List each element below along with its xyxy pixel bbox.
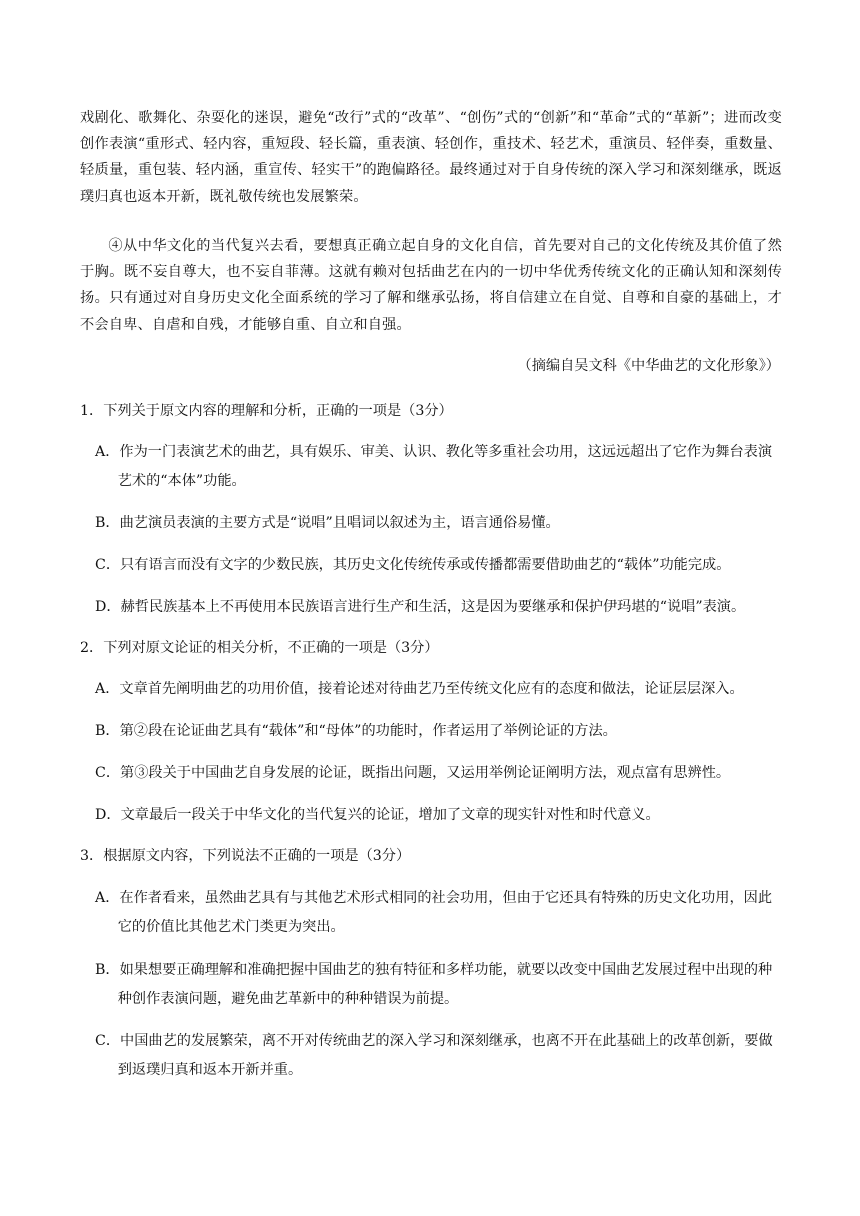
question-1-stem: 1．下列关于原文内容的理解和分析，正确的一项是（3分） (80, 403, 453, 419)
passage-paragraph-4: ④从中华文化的当代复兴去看，要想真正确立起自身的文化自信，首先要对自己的文化传统及其价值了然于胸。既不妄自尊大，也不妄自菲薄。这就有赖对包括曲艺在内的一切中华优秀传统文化的正确认知和深刻传扬。只有通过对自身历史文化全面系统的学习了解和继承弘扬，将自信建立在自觉、自尊和自豪的基础上，才不会自卑、自虐和自残，才能够自重、自立和自强。 (80, 238, 782, 333)
option-text: A．在作者看来，虽然曲艺具有与其他艺术形式相同的社会功用，但由于它还具有特殊的历史文化功用，因此它的价值比其他艺术门类更为突出。 (95, 890, 773, 935)
option-text: D．文章最后一段关于中华文化的当代复兴的论证，增加了文章的现实针对性和时代意义。 (95, 807, 660, 823)
question-2-option-a[interactable] (95, 675, 785, 704)
question-3-option-c[interactable] (95, 1027, 785, 1085)
question-1-option-b[interactable] (95, 509, 785, 538)
option-text: B．第②段在论证曲艺具有“载体”和“母体”的功能时，作者运用了举例论证的方法。 (95, 723, 617, 739)
option-text: B．如果想要正确理解和准确把握中国曲艺的独有特征和多样功能，就要以改变中国曲艺发展过程中出现的种种创作表演问题，避免曲艺革新中的种种错误为前提。 (95, 962, 773, 1007)
question-3-stem: 3．根据原文内容，下列说法不正确的一项是（3分） (80, 848, 411, 864)
option-text: B．曲艺演员表演的主要方式是“说唱”且唱词以叙述为主，语言通俗易懂。 (95, 515, 560, 531)
option-text: C．只有语言而没有文字的少数民族，其历史文化传统传承或传播都需要借助曲艺的“载体”功能完成。 (95, 557, 731, 573)
question-3-option-a[interactable] (95, 884, 785, 942)
option-text: A．作为一门表演艺术的曲艺，具有娱乐、审美、认识、教化等多重社会功用，这远远超出了它作为舞台表演艺术的“本体”功能。 (95, 444, 773, 489)
question-2-option-c[interactable] (95, 759, 785, 788)
source-citation: （摘编自吴文科《中华曲艺的文化形象》） (517, 358, 780, 374)
option-text: C．第③段关于中国曲艺自身发展的论证，既指出问题，又运用举例论证阐明方法，观点富有思辨性。 (95, 765, 731, 781)
question-1-option-d[interactable] (95, 593, 785, 622)
option-text: C．中国曲艺的发展繁荣，离不开对传统曲艺的深入学习和深刻继承，也离不开在此基础上的改革创新，要做到返璞归真和返本开新并重。 (95, 1033, 773, 1078)
question-1-option-c[interactable] (95, 551, 785, 580)
option-text: D．赫哲民族基本上不再使用本民族语言进行生产和生活，这是因为要继承和保护伊玛堪的“说唱”表演。 (95, 599, 746, 615)
question-3-option-b[interactable] (95, 956, 785, 1014)
question-1-option-a[interactable] (95, 438, 785, 496)
question-2-option-b[interactable] (95, 717, 785, 746)
question-2-option-d[interactable] (95, 801, 785, 830)
option-text: A．文章首先阐明曲艺的功用价值，接着论述对待曲艺乃至传统文化应有的态度和做法，论证层层深入。 (95, 681, 744, 697)
question-2-stem: 2．下列对原文论证的相关分析，不正确的一项是（3分） (80, 640, 439, 656)
passage-paragraph-continued: 戏剧化、歌舞化、杂耍化的迷误，避免“改行”式的“改革”、“创伤”式的“创新”和“革命”式的“革新”；进而改变创作表演“重形式、轻内容，重短段、轻长篇，重表演、轻创作，重技术、轻艺术，重演员、轻伴奏，重数量、轻质量，重包装、轻内涵，重宣传、轻实干”的跑偏路径。最终通过对于自身传统的深入学习和深刻继承，既返璞归真也返本开新，既礼敬传统也发展繁荣。 (80, 110, 782, 205)
